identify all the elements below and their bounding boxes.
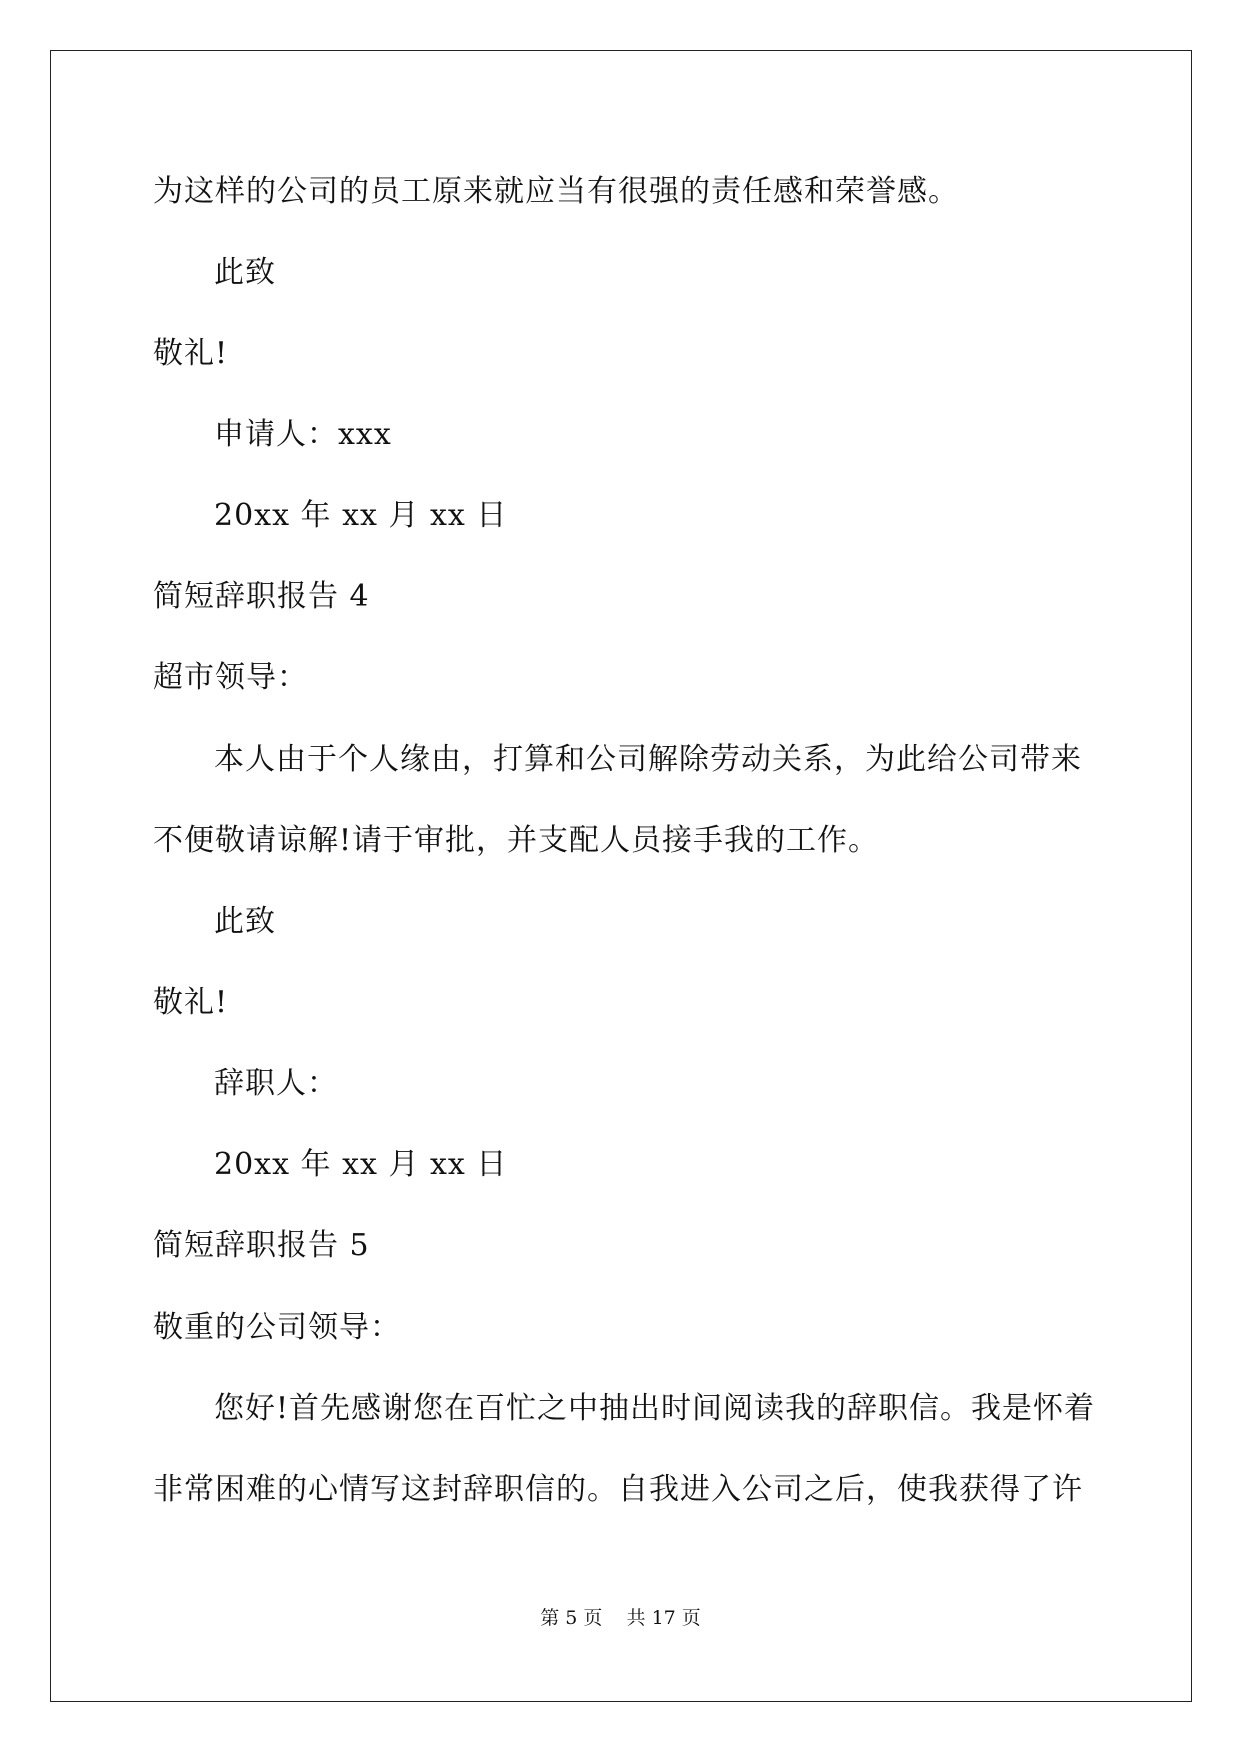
date-line: 20xx 年 xx 月 xx 日: [214, 1147, 508, 1182]
paragraph-line: 非常困难的心情写这封辞职信的。自我进入公司之后，使我获得了许: [153, 1472, 1083, 1507]
closing-jingli: 敬礼!: [153, 336, 229, 371]
salutation: 敬重的公司领导：: [153, 1310, 401, 1345]
salutation: 超市领导：: [153, 660, 308, 695]
page-number-footer: 第 5 页 共 17 页: [540, 1607, 701, 1629]
paragraph-line-1: 为这样的公司的员工原来就应当有很强的责任感和荣誉感。: [153, 174, 959, 209]
resigner-signature: 辞职人：: [214, 1066, 338, 1101]
section-heading-5: 简短辞职报告 5: [153, 1228, 370, 1263]
paragraph-line: 您好!首先感谢您在百忙之中抽出时间阅读我的辞职信。我是怀着: [214, 1391, 1096, 1426]
section-heading-4: 简短辞职报告 4: [153, 579, 370, 614]
applicant-signature: 申请人：xxx: [214, 417, 392, 452]
paragraph-line: 本人由于个人缘由，打算和公司解除劳动关系，为此给公司带来: [214, 742, 1082, 777]
paragraph-line: 不便敬请谅解!请于审批，并支配人员接手我的工作。: [153, 823, 880, 858]
date-line: 20xx 年 xx 月 xx 日: [214, 498, 508, 533]
page-border: [50, 50, 1192, 1702]
closing-cizhi: 此致: [214, 255, 276, 290]
closing-cizhi: 此致: [214, 904, 276, 939]
closing-jingli: 敬礼!: [153, 985, 229, 1020]
